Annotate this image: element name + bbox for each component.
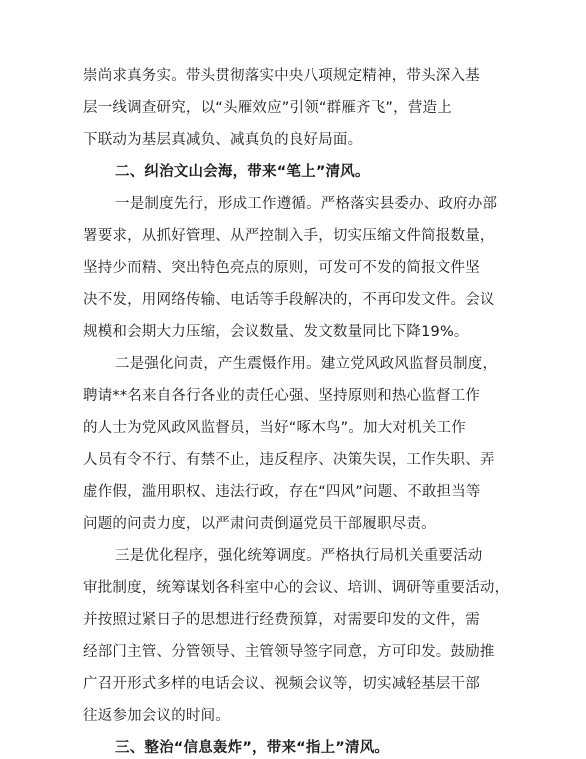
paragraph-line: 二是强化问责，产生震慑作用。建立党风政风监督员制度， (115, 356, 498, 372)
paragraph-line: 虚作假，滥用职权、违法行政，存在“四风”问题、不敢担当等 (83, 484, 481, 500)
paragraph-line: 规模和会期大力压缩，会议数量、发文数量同比下降19%。 (83, 324, 469, 340)
paragraph-line: 往返参加会议的时间。 (83, 708, 230, 724)
paragraph-line: 下联动为基层真减负、减真负的良好局面。 (83, 132, 363, 148)
section-heading-3: 三、整治“信息轰炸”，带来“指上”清风。 (115, 740, 390, 756)
paragraph-line: 一是制度先行，形成工作遵循。严格落实县委办、政府办部 (115, 196, 498, 212)
paragraph-line: 崇尚求真务实。带头贯彻落实中央八项规定精神，带头深入基 (83, 68, 480, 84)
paragraph-line: 广召开形式多样的电话会议、视频会议等，切实减轻基层干部 (83, 676, 480, 692)
paragraph-line: 经部门主管、分管领导、主管领导签字同意，方可印发。鼓励推 (83, 644, 495, 660)
paragraph-line: 问题的问责力度，以严肃问责倒逼党员干部履职尽责。 (83, 516, 436, 532)
paragraph-line: 决不发，用网络传输、电话等手段解决的，不再印发文件。会议 (83, 292, 495, 308)
paragraph-line: 审批制度，统筹谋划各科室中心的会议、培训、调研等重要活动， (83, 580, 510, 596)
section-heading-2: 二、纠治文山会海，带来“笔上”清风。 (115, 164, 370, 180)
paragraph-line: 署要求，从抓好管理、从严控制入手，切实压缩文件简报数量， (83, 228, 495, 244)
paragraph-line: 人员有令不行、有禁不止，违反程序、决策失误，工作失职、弄 (83, 452, 495, 468)
paragraph-line: 并按照过紧日子的思想进行经费预算，对需要印发的文件，需 (83, 612, 480, 628)
paragraph-line: 聘请**名来自各行各业的责任心强、坚持原则和热心监督工作 (83, 388, 481, 404)
paragraph-line: 坚持少而精、突出特色亮点的原则，可发可不发的简报文件坚 (83, 260, 480, 276)
paragraph-line: 的人士为党风政风监督员，当好“啄木鸟”。加大对机关工作 (83, 420, 466, 436)
paragraph-line: 三是优化程序，强化统筹调度。严格执行局机关重要活动 (115, 548, 483, 564)
paragraph-line: 层一线调查研究，以“头雁效应”引领“群雁齐飞”，营造上 (83, 100, 452, 116)
